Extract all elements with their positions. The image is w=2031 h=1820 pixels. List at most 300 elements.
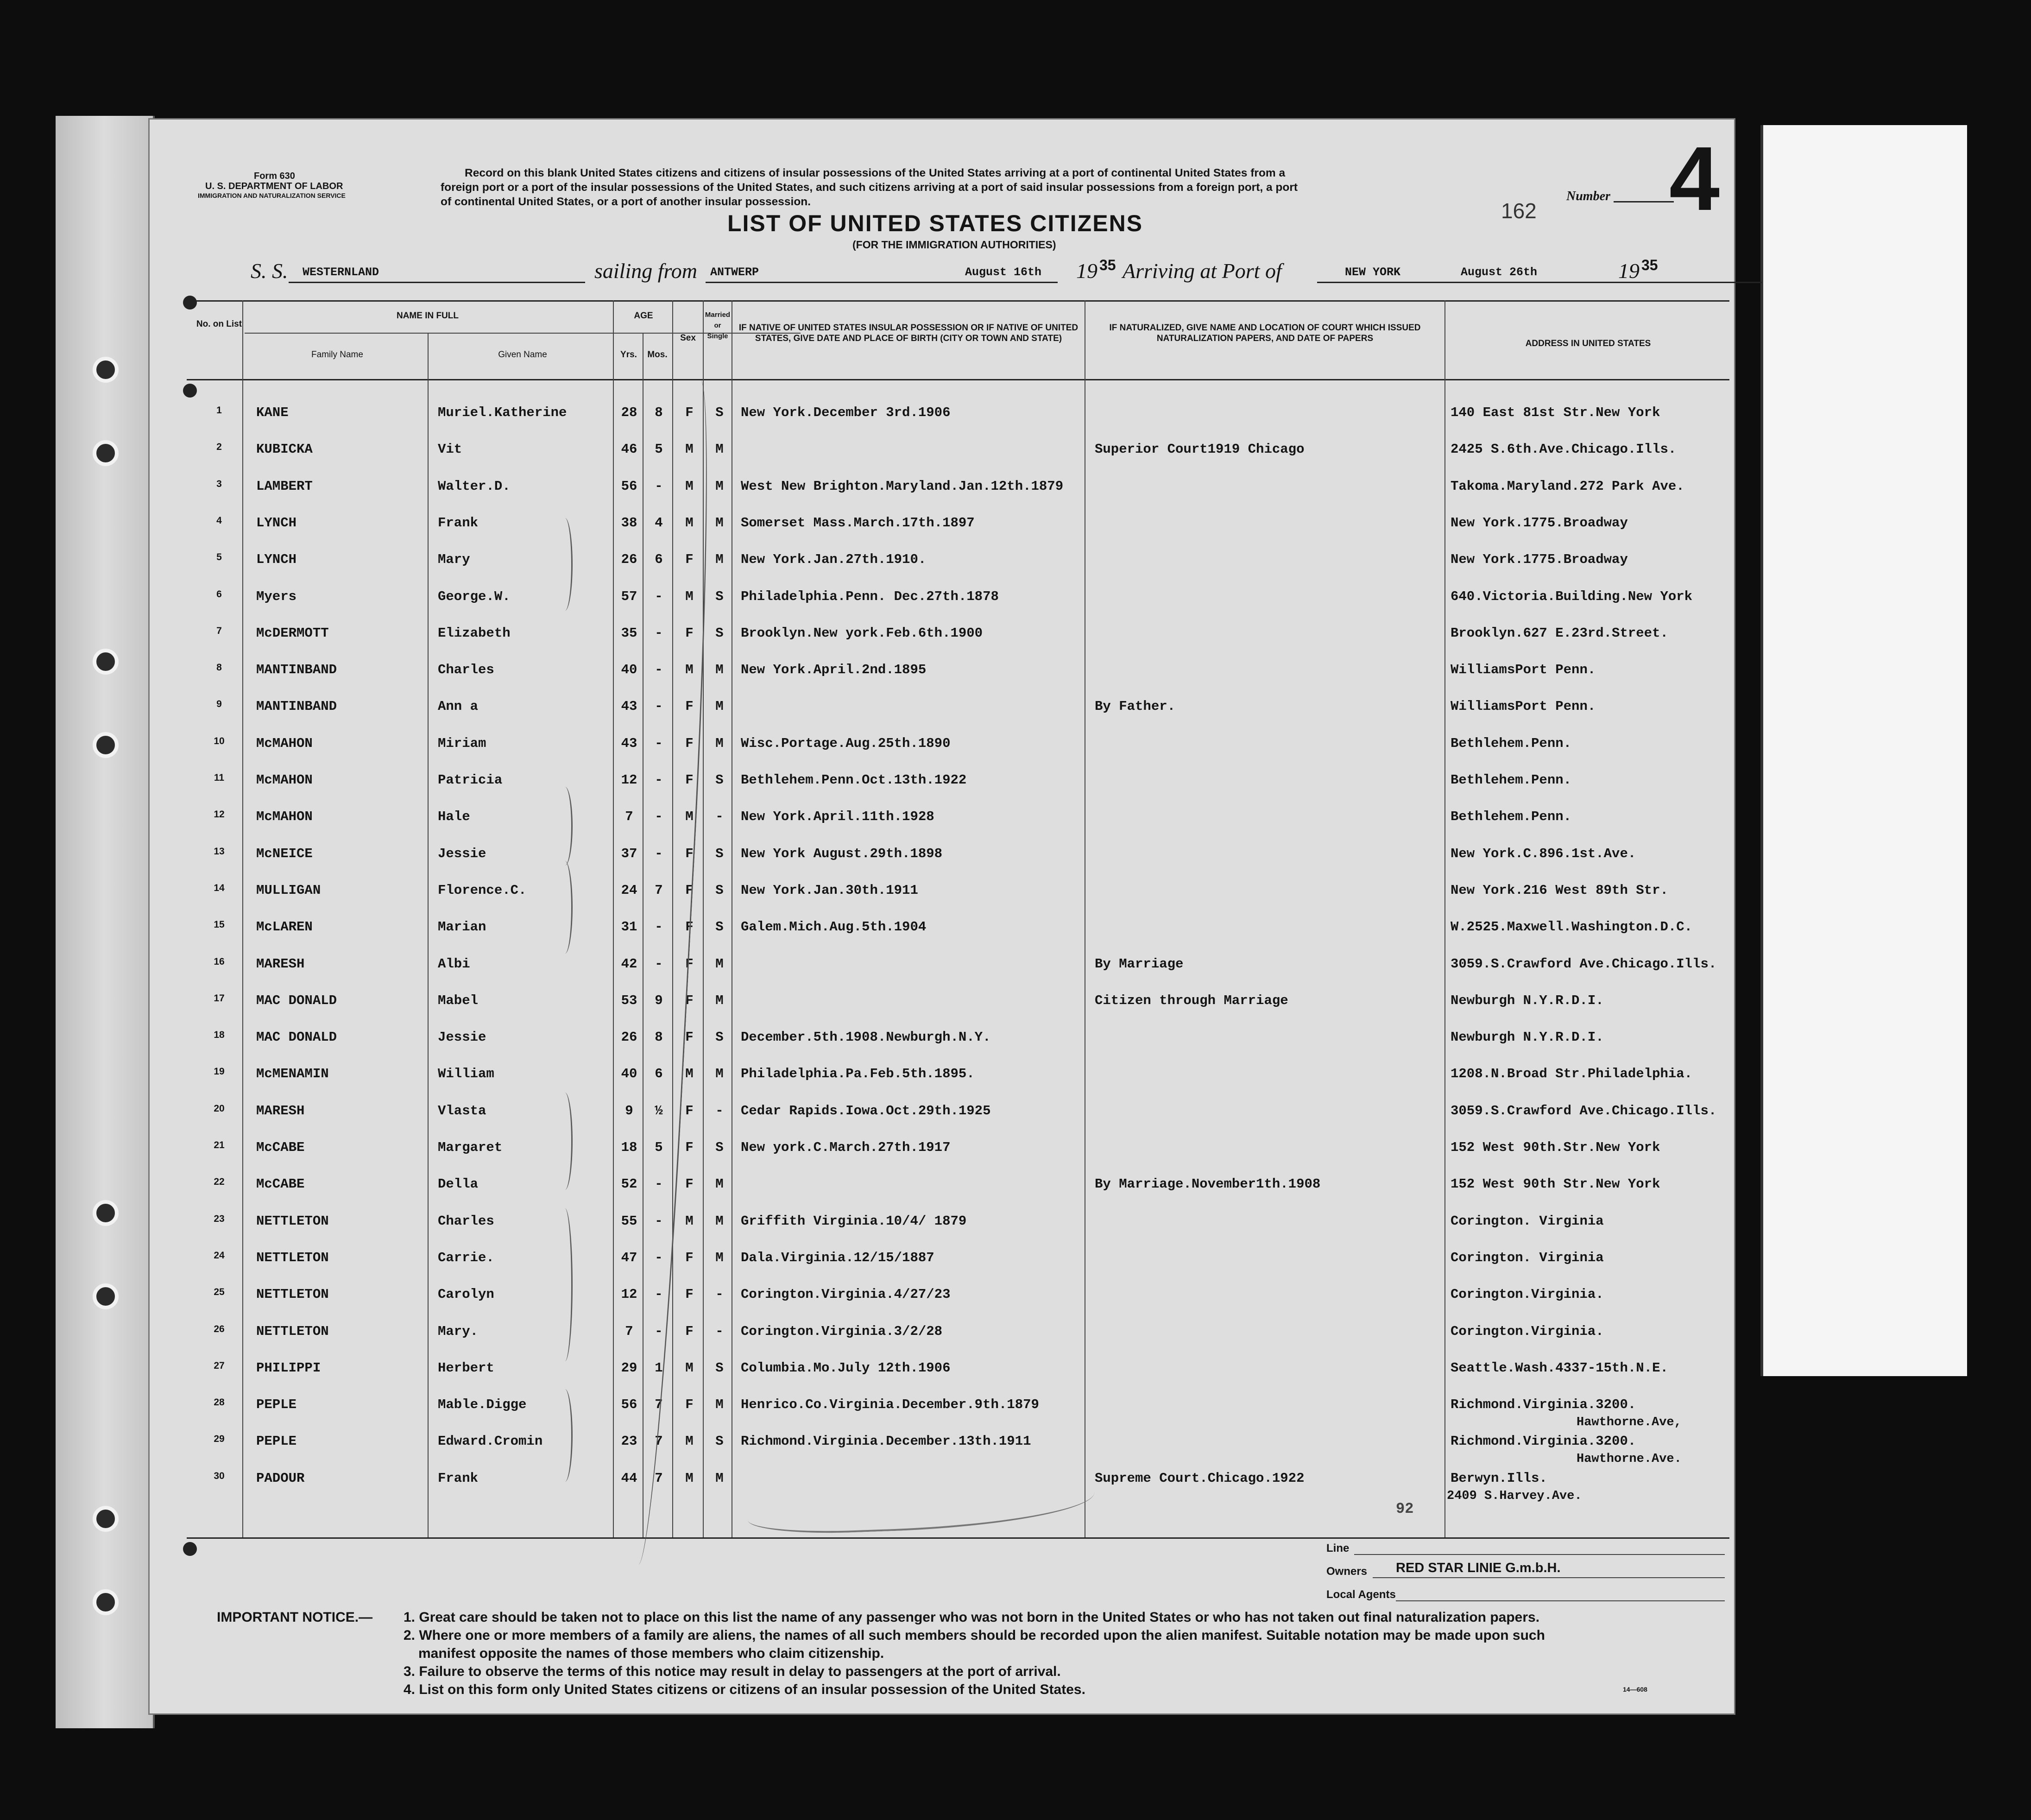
- cell-no: 18: [214, 1030, 225, 1041]
- cell-nat: By Father.: [1095, 699, 1176, 714]
- cell-given: William: [438, 1066, 494, 1082]
- cell-addr: New York.216 West 89th Str.: [1451, 882, 1668, 898]
- bracket-mark: [557, 787, 573, 866]
- cell-yrs: 31: [621, 919, 637, 935]
- binder-rivet: [183, 296, 197, 310]
- cell-addr: Corington.Virginia.: [1451, 1287, 1604, 1302]
- cell-given: George.W.: [438, 588, 511, 604]
- cell-no: 27: [214, 1360, 225, 1371]
- cell-no: 2: [216, 442, 222, 453]
- table-row: [150, 398, 1729, 434]
- table-row: [150, 1279, 1729, 1316]
- cell-given: Jessie: [438, 1030, 486, 1045]
- cell-birth: New York.April.2nd.1895: [741, 662, 927, 678]
- cell-ms: S: [715, 772, 724, 788]
- cell-given: Jessie: [438, 846, 486, 861]
- cell-addr: 152 West 90th Str.New York: [1451, 1176, 1660, 1192]
- from-port-line: [706, 282, 1058, 283]
- cell-ms: -: [715, 1103, 724, 1119]
- cell-given: Frank: [438, 515, 479, 531]
- cell-addr: New York.1775.Broadway: [1451, 552, 1628, 568]
- table-row: [150, 1059, 1729, 1095]
- cell-mos: -: [655, 919, 663, 935]
- cell-mos: -: [655, 662, 663, 678]
- cell-sex: F: [685, 1323, 694, 1339]
- cell-addr: Bethlehem.Penn.: [1451, 809, 1572, 825]
- cell-addr: WilliamsPort Penn.: [1451, 699, 1596, 714]
- cell-no: 6: [216, 588, 222, 600]
- cell-ms: M: [715, 1470, 724, 1486]
- cell-given: Albi: [438, 956, 470, 972]
- binder-strip: [56, 116, 155, 1728]
- cell-yrs: 7: [625, 1323, 633, 1339]
- cell-addr: Brooklyn.627 E.23rd.Street.: [1451, 625, 1668, 641]
- col-header-name: NAME IN FULL: [396, 311, 459, 321]
- record-notice-1: Record on this blank United States citizens and citizens of insular possessions of the United States arriving at a port of continental United States from a: [465, 167, 1286, 179]
- cell-sex: F: [685, 1103, 694, 1119]
- cell-family: McLAREN: [256, 919, 313, 935]
- cell-sex: F: [685, 1140, 694, 1155]
- notice-2b: manifest opposite the names of those members who claim citizenship.: [418, 1646, 884, 1661]
- cell-family: McMENAMIN: [256, 1066, 329, 1082]
- cell-birth: New York.December 3rd.1906: [741, 405, 951, 420]
- cell-sex: M: [685, 809, 694, 825]
- col-header-sex: Sex: [680, 333, 696, 343]
- cell-no: 26: [214, 1323, 225, 1334]
- cell-birth: Griffith Virginia.10/4/ 1879: [741, 1213, 967, 1229]
- col-header-married: Married or Single: [705, 311, 731, 340]
- cell-no: 21: [214, 1140, 225, 1150]
- cell-yrs: 12: [621, 772, 637, 788]
- cell-sex: M: [685, 478, 694, 494]
- cell-sex: F: [685, 992, 694, 1008]
- col-header-naturalized: IF NATURALIZED, GIVE NAME AND LOCATION OF COURT WHICH ISSUED NATURALIZATION PAPERS, AND DATE OF PAPERS: [1109, 323, 1421, 343]
- number-label: Number: [1566, 189, 1610, 203]
- cell-mos: 5: [655, 442, 663, 457]
- from-port: ANTWERP: [710, 265, 759, 279]
- page-count: 92: [1396, 1500, 1414, 1517]
- page-subtitle: (FOR THE IMMIGRATION AUTHORITIES): [852, 239, 1056, 251]
- cell-ms: -: [715, 809, 724, 825]
- cell-mos: -: [655, 772, 663, 788]
- cell-mos: 6: [655, 1066, 663, 1082]
- cell-yrs: 23: [621, 1434, 637, 1449]
- cell-given: Muriel.Katherine: [438, 405, 567, 420]
- col-header-age: AGE: [634, 311, 653, 321]
- cell-addr: 1208.N.Broad Str.Philadelphia.: [1451, 1066, 1693, 1082]
- bracket-mark: [557, 861, 573, 954]
- cell-no: 17: [214, 992, 225, 1004]
- cell-no: 16: [214, 956, 225, 967]
- table-row: [150, 839, 1729, 875]
- cell-no: 30: [214, 1470, 225, 1481]
- cell-addr: Corington. Virginia: [1451, 1213, 1604, 1229]
- cell-sex: F: [685, 699, 694, 714]
- cell-sex: M: [685, 1434, 694, 1449]
- cell-sex: M: [685, 515, 694, 531]
- table-row: [150, 434, 1729, 471]
- cell-no: 29: [214, 1434, 225, 1445]
- cell-family: Myers: [256, 588, 297, 604]
- cell-mos: 4: [655, 515, 663, 531]
- cell-no: 25: [214, 1287, 225, 1298]
- cell-given: Patricia: [438, 772, 503, 788]
- cell-addr: Newburgh N.Y.R.D.I.: [1451, 992, 1604, 1008]
- cell-addr-continued: Hawthorne.Ave,: [1577, 1416, 1682, 1430]
- table-row: [150, 1206, 1729, 1243]
- cell-addr: 152 West 90th.Str.New York: [1451, 1140, 1660, 1155]
- cell-addr: Bethlehem.Penn.: [1451, 735, 1572, 751]
- cell-mos: -: [655, 1176, 663, 1192]
- table-row: [150, 1353, 1729, 1390]
- col-header-given: Given Name: [498, 350, 547, 360]
- table-row: [150, 655, 1729, 691]
- bracket-mark: [557, 1093, 573, 1190]
- cell-sex: M: [685, 1360, 694, 1376]
- cell-sex: M: [685, 588, 694, 604]
- cell-ms: -: [715, 1323, 724, 1339]
- cell-addr: Bethlehem.Penn.: [1451, 772, 1572, 788]
- cell-ms: S: [715, 1434, 724, 1449]
- cell-ms: S: [715, 405, 724, 420]
- cell-addr: 3059.S.Crawford Ave.Chicago.Ills.: [1451, 956, 1717, 972]
- cell-ms: M: [715, 1213, 724, 1229]
- cell-birth: Corington.Virginia.3/2/28: [741, 1323, 943, 1339]
- cell-family: McDERMOTT: [256, 625, 329, 641]
- cell-ms: M: [715, 1397, 724, 1413]
- table-row: [150, 1169, 1729, 1206]
- cell-yrs: 35: [621, 625, 637, 641]
- cell-ms: M: [715, 992, 724, 1008]
- binder-hole: [93, 357, 119, 383]
- cell-given: Charles: [438, 662, 494, 678]
- cell-addr: Takoma.Maryland.272 Park Ave.: [1451, 478, 1684, 494]
- cell-family: McMAHON: [256, 772, 313, 788]
- form-code: 14—608: [1623, 1686, 1647, 1693]
- bracket-mark: [557, 518, 573, 611]
- cell-sex: F: [685, 956, 694, 972]
- owners-underline: [1373, 1577, 1725, 1578]
- cell-ms: M: [715, 735, 724, 751]
- cell-sex: M: [685, 1213, 694, 1229]
- cell-family: MARESH: [256, 956, 305, 972]
- table-row: [150, 1390, 1729, 1426]
- owners-label: Owners: [1326, 1565, 1368, 1578]
- cell-family: MANTINBAND: [256, 662, 337, 678]
- cell-yrs: 28: [621, 405, 637, 420]
- cell-yrs: 9: [625, 1103, 633, 1119]
- cell-yrs: 56: [621, 1397, 637, 1413]
- cell-birth: Philadelphia.Penn. Dec.27th.1878: [741, 588, 999, 604]
- cell-yrs: 43: [621, 735, 637, 751]
- cell-yrs: 18: [621, 1140, 637, 1155]
- cell-addr: 640.Victoria.Building.New York: [1451, 588, 1693, 604]
- handwritten-162: 162: [1501, 199, 1537, 223]
- cell-ms: M: [715, 662, 724, 678]
- cell-mos: -: [655, 699, 663, 714]
- cell-birth: New York August.29th.1898: [741, 846, 943, 861]
- cell-mos: -: [655, 478, 663, 494]
- cell-yrs: 26: [621, 1030, 637, 1045]
- year-suffix-2: 35: [1641, 257, 1658, 273]
- cell-nat: Superior Court1919 Chicago: [1095, 442, 1305, 457]
- table-row: [150, 581, 1729, 618]
- cell-sex: F: [685, 1030, 694, 1045]
- cell-given: Mabel: [438, 992, 479, 1008]
- cell-no: 5: [216, 552, 222, 563]
- cell-family: McNEICE: [256, 846, 313, 861]
- binder-hole: [93, 732, 119, 758]
- cell-yrs: 26: [621, 552, 637, 568]
- cell-no: 23: [214, 1213, 225, 1224]
- cell-birth: Richmond.Virginia.December.13th.1911: [741, 1434, 1031, 1449]
- cell-mos: -: [655, 956, 663, 972]
- table-row: [150, 986, 1729, 1022]
- bracket-mark: [557, 1389, 573, 1482]
- cell-birth: New York.Jan.27th.1910.: [741, 552, 927, 568]
- cell-given: Edward.Cromin: [438, 1434, 543, 1449]
- cell-given: Vlasta: [438, 1103, 486, 1119]
- cell-ms: S: [715, 625, 724, 641]
- binder-hole: [93, 1283, 119, 1309]
- table-row: [150, 691, 1729, 728]
- cell-yrs: 42: [621, 956, 637, 972]
- cell-birth: Cedar Rapids.Iowa.Oct.29th.1925: [741, 1103, 991, 1119]
- cell-ms: S: [715, 919, 724, 935]
- cell-family: KUBICKA: [256, 442, 313, 457]
- cell-birth: Wisc.Portage.Aug.25th.1890: [741, 735, 951, 751]
- table-row: [150, 1243, 1729, 1279]
- cell-yrs: 38: [621, 515, 637, 531]
- cell-mos: -: [655, 846, 663, 861]
- table-row: [150, 1316, 1729, 1353]
- cell-nat: By Marriage.November1th.1908: [1095, 1176, 1321, 1192]
- cell-yrs: 29: [621, 1360, 637, 1376]
- table-bottom-rule: [187, 1537, 1729, 1539]
- cell-mos: -: [655, 1213, 663, 1229]
- record-notice-3: of continental United States, or a port of another insular possession.: [441, 196, 811, 208]
- cell-family: MAC DONALD: [256, 1030, 337, 1045]
- cell-no: 20: [214, 1103, 225, 1114]
- number-underline: [1614, 201, 1674, 202]
- cell-ms: -: [715, 1287, 724, 1302]
- cell-addr: Newburgh N.Y.R.D.I.: [1451, 1030, 1604, 1045]
- to-port-line: [1317, 282, 1762, 283]
- notice-1: 1. Great care should be taken not to place on this list the name of any passenger who was not born in the United States or who has not taken out final naturalization papers.: [404, 1610, 1540, 1625]
- notice-2: 2. Where one or more members of a family are aliens, the names of all such members should be recorded upon the alien manifest. Suitable notation may be made upon such: [404, 1628, 1545, 1643]
- cell-family: McMAHON: [256, 809, 313, 825]
- cell-yrs: 7: [625, 809, 633, 825]
- cell-mos: 8: [655, 405, 663, 420]
- cell-no: 12: [214, 809, 225, 820]
- cell-sex: F: [685, 772, 694, 788]
- facing-page: [1760, 125, 1967, 1376]
- record-notice-2: foreign port or a port of the insular possessions of the United States, and such citizens arriving at a port of said insular possessions from a foreign port, a port: [441, 181, 1298, 194]
- ship-name: WESTERNLAND: [303, 265, 379, 279]
- cell-yrs: 47: [621, 1250, 637, 1265]
- cell-family: MANTINBAND: [256, 699, 337, 714]
- cell-no: 8: [216, 662, 222, 673]
- bracket-mark: [557, 1208, 573, 1361]
- year-prefix-2: 19: [1618, 259, 1640, 283]
- cell-given: Elizabeth: [438, 625, 511, 641]
- notice-label: IMPORTANT NOTICE.—: [217, 1610, 373, 1625]
- cell-mos: -: [655, 1323, 663, 1339]
- notice-4: 4. List on this form only United States citizens or citizens of an insular possession of the United States.: [404, 1682, 1085, 1697]
- cell-sex: F: [685, 882, 694, 898]
- cell-mos: 9: [655, 992, 663, 1008]
- cell-nat: Citizen through Marriage: [1095, 992, 1288, 1008]
- cell-addr: Richmond.Virginia.3200.: [1451, 1397, 1636, 1413]
- cell-mos: -: [655, 735, 663, 751]
- cell-no: 9: [216, 699, 222, 710]
- cell-addr-continued: 2409 S.Harvey.Ave.: [1447, 1489, 1582, 1503]
- cell-yrs: 12: [621, 1287, 637, 1302]
- cell-family: MULLIGAN: [256, 882, 321, 898]
- cell-addr: 140 East 81st Str.New York: [1451, 405, 1660, 420]
- cell-mos: 8: [655, 1030, 663, 1045]
- cell-given: Carolyn: [438, 1287, 494, 1302]
- col-header-no: No. on List: [196, 319, 242, 329]
- cell-mos: -: [655, 1287, 663, 1302]
- cell-yrs: 52: [621, 1176, 637, 1192]
- sailing-label: sailing from: [594, 259, 697, 283]
- cell-mos: 7: [655, 1434, 663, 1449]
- cell-mos: -: [655, 809, 663, 825]
- cell-family: McCABE: [256, 1176, 305, 1192]
- cell-addr: W.2525.Maxwell.Washington.D.C.: [1451, 919, 1693, 935]
- cell-given: Marian: [438, 919, 486, 935]
- cell-birth: Philadelphia.Pa.Feb.5th.1895.: [741, 1066, 975, 1082]
- cell-mos: -: [655, 1250, 663, 1265]
- cell-birth: December.5th.1908.Newburgh.N.Y.: [741, 1030, 991, 1045]
- cell-family: NETTLETON: [256, 1213, 329, 1229]
- cell-addr: Corington. Virginia: [1451, 1250, 1604, 1265]
- cell-yrs: 40: [621, 1066, 637, 1082]
- cell-family: PEPLE: [256, 1397, 297, 1413]
- cell-sex: F: [685, 405, 694, 420]
- cell-mos: 1: [655, 1360, 663, 1376]
- table-row: [150, 1426, 1729, 1463]
- owners-value: RED STAR LINIE G.m.b.H.: [1396, 1561, 1561, 1575]
- cell-family: PADOUR: [256, 1470, 305, 1486]
- cell-sex: F: [685, 846, 694, 861]
- col-header-yrs: Yrs.: [620, 350, 637, 360]
- cell-yrs: 40: [621, 662, 637, 678]
- cell-given: Mable.Digge: [438, 1397, 527, 1413]
- cell-birth: West New Brighton.Maryland.Jan.12th.1879: [741, 478, 1064, 494]
- cell-yrs: 44: [621, 1470, 637, 1486]
- cell-ms: M: [715, 552, 724, 568]
- page-title: LIST OF UNITED STATES CITIZENS: [727, 210, 1143, 236]
- cell-family: NETTLETON: [256, 1287, 329, 1302]
- cell-yrs: 56: [621, 478, 637, 494]
- cell-sex: M: [685, 442, 694, 457]
- cell-family: PHILIPPI: [256, 1360, 321, 1376]
- cell-sex: F: [685, 625, 694, 641]
- cell-addr: WilliamsPort Penn.: [1451, 662, 1596, 678]
- cell-yrs: 43: [621, 699, 637, 714]
- service: IMMIGRATION AND NATURALIZATION SERVICE: [198, 192, 346, 199]
- cell-sex: F: [685, 1287, 694, 1302]
- cell-addr: Seattle.Wash.4337-15th.N.E.: [1451, 1360, 1668, 1376]
- cell-ms: M: [715, 478, 724, 494]
- cell-birth: New york.C.March.27th.1917: [741, 1140, 951, 1155]
- cell-given: Frank: [438, 1470, 479, 1486]
- cell-ms: M: [715, 1250, 724, 1265]
- cell-ms: M: [715, 956, 724, 972]
- cell-ms: S: [715, 846, 724, 861]
- arriving-label: Arriving at Port of: [1123, 259, 1282, 283]
- table-row: [150, 1022, 1729, 1059]
- cell-family: McMAHON: [256, 735, 313, 751]
- cell-ms: S: [715, 1360, 724, 1376]
- cell-yrs: 53: [621, 992, 637, 1008]
- table-row: [150, 949, 1729, 986]
- cell-no: 3: [216, 478, 222, 489]
- number-value: 4: [1669, 128, 1720, 229]
- cell-addr-continued: Hawthorne.Ave.: [1577, 1452, 1682, 1466]
- cell-birth: Dala.Virginia.12/15/1887: [741, 1250, 934, 1265]
- agents-underline: [1396, 1600, 1725, 1601]
- cell-sex: F: [685, 1176, 694, 1192]
- cell-addr: 2425 S.6th.Ave.Chicago.Ills.: [1451, 442, 1677, 457]
- cell-birth: Henrico.Co.Virginia.December.9th.1879: [741, 1397, 1039, 1413]
- cell-given: Vit: [438, 442, 462, 457]
- cell-no: 11: [214, 772, 225, 783]
- cell-mos: 6: [655, 552, 663, 568]
- cell-birth: New York.Jan.30th.1911: [741, 882, 918, 898]
- cell-sex: M: [685, 1066, 694, 1082]
- binder-rivet: [183, 384, 197, 398]
- line-label: Line: [1326, 1542, 1350, 1555]
- cell-mos: 7: [655, 1397, 663, 1413]
- cell-no: 14: [214, 882, 225, 893]
- arrive-date: August 26th: [1461, 265, 1538, 279]
- binder-hole: [93, 440, 119, 466]
- cell-no: 1: [216, 405, 222, 416]
- cell-family: NETTLETON: [256, 1323, 329, 1339]
- table-row: [150, 508, 1729, 544]
- cell-given: Hale: [438, 809, 470, 825]
- cell-ms: M: [715, 699, 724, 714]
- ss-label: S. S.: [251, 259, 288, 283]
- cell-ms: M: [715, 442, 724, 457]
- cell-yrs: 24: [621, 882, 637, 898]
- cell-sex: F: [685, 1397, 694, 1413]
- cell-yrs: 57: [621, 588, 637, 604]
- binder-hole: [93, 1506, 119, 1532]
- cell-given: Herbert: [438, 1360, 494, 1376]
- cell-birth: Bethlehem.Penn.Oct.13th.1922: [741, 772, 967, 788]
- notice-3: 3. Failure to observe the terms of this notice may result in delay to passengers at the port of arrival.: [404, 1664, 1061, 1679]
- cell-given: Walter.D.: [438, 478, 511, 494]
- depart-date: August 16th: [965, 265, 1042, 279]
- to-port: NEW YORK: [1345, 265, 1401, 279]
- cell-no: 13: [214, 846, 225, 857]
- cell-yrs: 37: [621, 846, 637, 861]
- table-row: [150, 802, 1729, 838]
- cell-no: 15: [214, 919, 225, 930]
- cell-birth: Brooklyn.New york.Feb.6th.1900: [741, 625, 983, 641]
- cell-sex: M: [685, 662, 694, 678]
- cell-birth: Somerset Mass.March.17th.1897: [741, 515, 975, 531]
- ship-name-line: [289, 282, 585, 283]
- cell-given: Carrie.: [438, 1250, 494, 1265]
- cell-ms: M: [715, 1066, 724, 1082]
- cell-no: 7: [216, 625, 222, 636]
- cell-family: PEPLE: [256, 1434, 297, 1449]
